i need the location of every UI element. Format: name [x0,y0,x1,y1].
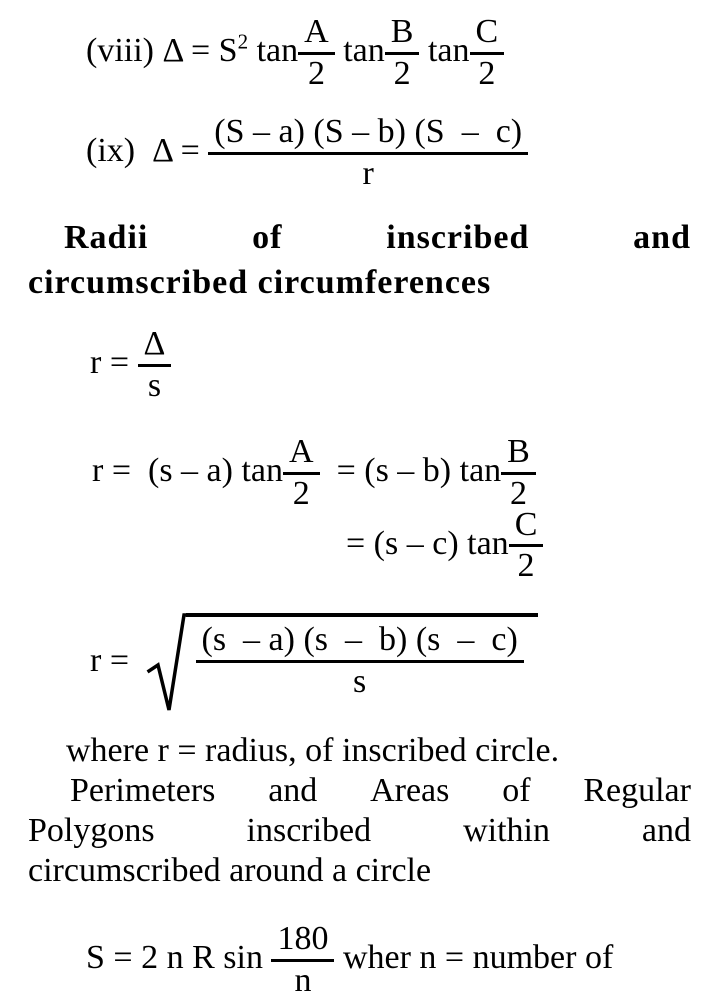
paragraph-word: of [502,772,531,810]
fraction-numerator: C [475,13,499,50]
fraction-denominator: 2 [283,472,320,513]
fraction-numerator: B [507,433,530,471]
paragraph-word: within [463,812,550,850]
fraction-denominator: s [138,364,172,405]
formula-inradius-sqrt [90,613,691,713]
formula-inradius-tan-line2 [346,507,691,585]
fraction-numerator: Δ [143,324,166,362]
square-root-icon [146,613,188,713]
tan-operator: tan [419,32,470,70]
fraction-numerator: (s – a) (s – b) (s – c) [201,621,518,659]
square-root-body [186,613,538,713]
fraction-denominator: r [208,152,528,193]
fraction-numerator: B [390,13,414,50]
formula-perimeter [86,921,691,999]
paragraph-word: inscribed [246,812,372,850]
tan-operator: tan [334,32,385,70]
fraction-b-over-2 [385,14,420,92]
formula-viii [86,14,691,92]
formula-lhs: r = [90,641,138,679]
paragraph-word: Areas [370,772,450,810]
paragraph-word: Perimeters [70,772,216,810]
paragraph-perimeters-line1 [70,771,691,811]
fraction-180-over-n [271,921,334,999]
fraction-numerator: A [289,433,314,471]
heading-word: and [633,218,691,256]
paragraph-perimeters-line2 [28,811,691,851]
fraction-denominator: 2 [509,544,544,585]
paragraph-word: and [641,812,691,850]
formula-mid: = (s – b) tan [319,452,502,490]
paragraph-word: Polygons [28,812,155,850]
paragraph-word: Regular [583,772,691,810]
formula-lhs: S = 2 n R sin [86,939,272,977]
fraction-numerator: 180 [277,920,329,958]
heading-word: Radii [64,218,149,256]
fraction-ssa-ssb-ssc-over-r [208,114,528,192]
heading-word: of [252,218,283,256]
section-heading-line1 [64,219,691,257]
fraction-c-over-2 [470,14,505,92]
fraction-denominator: 2 [385,52,420,93]
fraction-numerator: (S – a) (S – b) (S – c) [214,113,523,151]
formula-rhs: wher n = number of [334,939,614,977]
formula-viii-label: (viii) [86,32,154,70]
tan-operator: tan [248,32,299,70]
fraction-denominator: 2 [501,472,536,513]
formula-ix-label: (ix) [86,132,136,170]
formula-inradius-tan-line1 [92,434,691,512]
fraction-numerator: C [514,505,538,543]
fraction-numerator: A [304,13,329,50]
fraction-denominator: 2 [470,52,505,93]
fraction-c-over-2 [509,507,544,585]
formula-ix [86,114,691,192]
formula-ix-lhs: Δ = [135,132,209,170]
heading-word: inscribed [386,218,530,256]
formula-lhs: = (s – c) tan [346,524,509,562]
fraction-under-root [196,622,524,700]
square-root-expression [146,613,538,713]
paragraph-word: and [268,772,318,810]
formula-lhs: r = (s – a) tan [92,452,284,490]
fraction-a-over-2 [283,434,320,512]
paragraph-perimeters-line3: circumscribed around a circle [28,852,432,890]
formula-inradius-delta [90,326,691,404]
fraction-denominator: 2 [298,52,335,93]
exponent: 2 [237,29,249,54]
fraction-delta-over-s [138,326,172,404]
fraction-denominator: s [196,660,524,701]
fraction-b-over-2 [501,434,536,512]
formula-viii-lhs: Δ = S [153,32,238,70]
formula-lhs: r = [90,343,138,381]
fraction-a-over-2 [298,14,335,92]
section-heading [28,219,691,302]
section-heading-line2: circumscribed circumferences [28,263,492,301]
paragraph-where: where r = radius, of inscribed circle. [66,732,560,770]
fraction-denominator: n [271,959,334,1000]
